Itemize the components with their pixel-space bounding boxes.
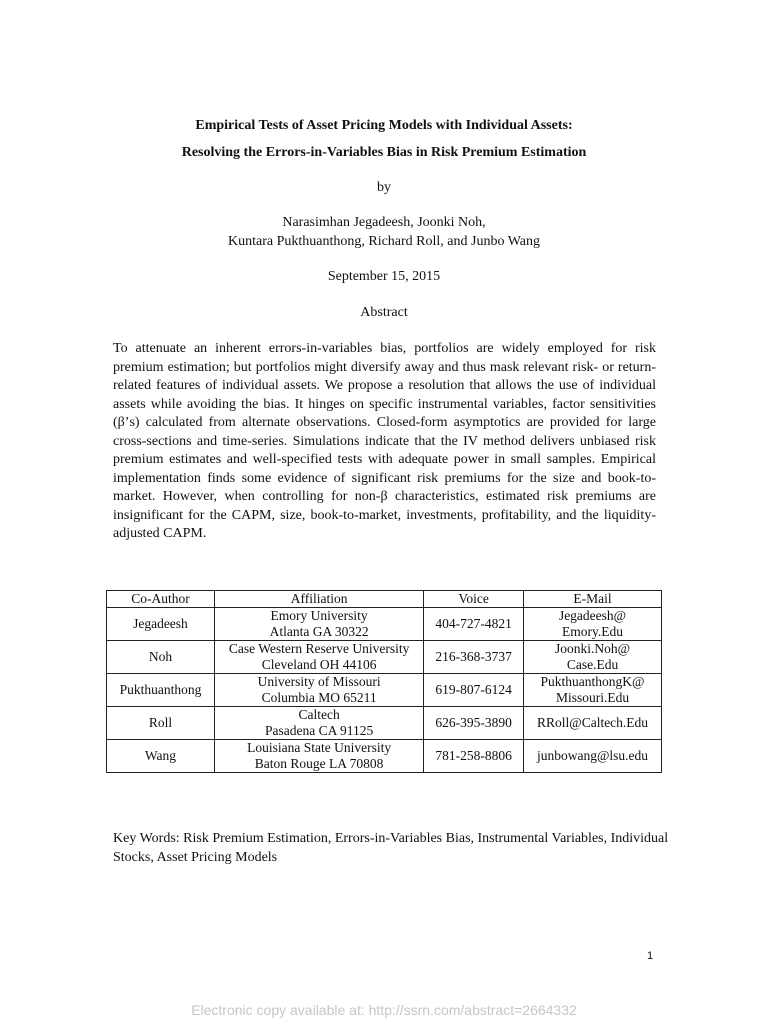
header-voice: Voice	[424, 591, 524, 608]
page-number: 1	[647, 950, 654, 962]
email-line: PukthuanthongK@	[540, 674, 645, 689]
co-author-cell: Jegadeesh	[107, 608, 215, 641]
affiliation-line: Louisiana State University	[247, 740, 392, 755]
header-co-author: Co-Author	[107, 591, 215, 608]
header-email: E-Mail	[524, 591, 662, 608]
abstract-heading: Abstract	[360, 305, 408, 320]
voice-cell: 781-258-8806	[424, 740, 524, 773]
affiliation-cell	[214, 641, 423, 674]
email-line: Case.Edu	[566, 657, 619, 672]
paper-title-line2: Resolving the Errors-in-Variables Bias in Risk Premium Estimation	[181, 145, 587, 160]
paper-title-line1: Empirical Tests of Asset Pricing Models with Individual Assets:	[195, 118, 573, 133]
affiliation-line: Caltech	[298, 707, 340, 722]
table-row	[107, 674, 662, 707]
abstract-text: To attenuate an inherent errors-in-variables bias, portfolios are widely employed for risk premium estimation; but portfolios might diversify away and thus mask relevant risk- or return-related features of individual assets. We propose a resolution that allows the use of individual assets while avoiding the bias. It hinges on specific instrumental variables, factor sensitivities (β’s) calculated from alternate observations. Closed-form asymptotics are provided for large cross-sections and time-series. Simulations indicate that the IV method delivers unbiased risk premium estimates and well-specified tests with adequate power in small samples. Empirical implementation finds some evidence of significant risk premiums for the size and book-to-market. However, when controlling for non-β characteristics, estimated risk premiums are insignificant for the CAPM, size, book-to-market, investments, profitability, and the liquidity-adjusted CAPM.	[113, 341, 656, 541]
affiliation-line: Emory University	[270, 608, 368, 623]
co-author-cell: Pukthuanthong	[107, 674, 215, 707]
affiliation-line: Columbia MO 65211	[261, 690, 377, 705]
authors-line2: Kuntara Pukthuanthong, Richard Roll, and Junbo Wang	[227, 234, 541, 249]
email-line: Jegadeesh@	[558, 608, 627, 623]
email-cell	[524, 641, 662, 674]
affiliation-cell	[214, 608, 423, 641]
affiliation-line: Case Western Reserve University	[228, 641, 410, 656]
affiliation-cell	[214, 707, 423, 740]
email-cell	[524, 608, 662, 641]
email-cell	[524, 674, 662, 707]
affiliation-cell	[214, 740, 423, 773]
affiliation-line: Atlanta GA 30322	[269, 624, 369, 639]
affiliation-line: Pasadena CA 91125	[264, 723, 374, 738]
affiliation-line: University of Missouri	[257, 674, 381, 689]
affiliation-line: Baton Rouge LA 70808	[254, 756, 384, 771]
voice-cell: 404-727-4821	[424, 608, 524, 641]
co-author-cell: Noh	[107, 641, 215, 674]
email-line: Missouri.Edu	[555, 690, 630, 705]
email-line: Emory.Edu	[562, 624, 624, 639]
co-author-cell: Roll	[107, 707, 215, 740]
email-line: Joonki.Noh@	[554, 641, 631, 656]
keywords: Key Words: Risk Premium Estimation, Errors-in-Variables Bias, Instrumental Variables, Individual Stocks, Asset Pricing Models	[113, 831, 669, 865]
email-cell: RRoll@Caltech.Edu	[524, 707, 662, 740]
voice-cell: 619-807-6124	[424, 674, 524, 707]
table-row	[107, 707, 662, 740]
author-table	[106, 590, 662, 773]
voice-cell: 626-395-3890	[424, 707, 524, 740]
affiliation-line: Cleveland OH 44106	[261, 657, 377, 672]
co-author-cell: Wang	[107, 740, 215, 773]
table-row	[107, 608, 662, 641]
paper-date: September 15, 2015	[327, 269, 441, 284]
ssrn-footer-link[interactable]: Electronic copy available at: http://ssrn.com/abstract=2664332	[191, 1002, 577, 1018]
voice-cell: 216-368-3737	[424, 641, 524, 674]
table-row	[107, 641, 662, 674]
affiliation-cell	[214, 674, 423, 707]
by-label: by	[377, 180, 391, 195]
table-row	[107, 740, 662, 773]
table-header-row	[107, 591, 662, 608]
authors-line1: Narasimhan Jegadeesh, Joonki Noh,	[282, 215, 486, 230]
email-cell: junbowang@lsu.edu	[524, 740, 662, 773]
header-affiliation: Affiliation	[214, 591, 423, 608]
